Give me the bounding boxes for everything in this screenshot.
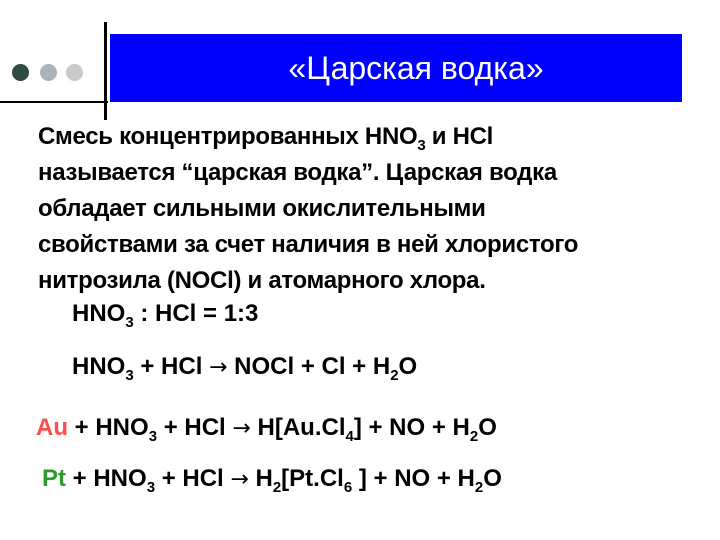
subscript: 3	[125, 367, 134, 384]
text-fragment: [Pt.Cl	[281, 465, 344, 492]
subscript: 2	[390, 367, 399, 384]
text-fragment: + HCl	[157, 414, 233, 441]
paragraph-line-3: обладает сильными окислительными	[38, 195, 486, 222]
subscript: 3	[146, 479, 156, 496]
reaction-equation-gold	[36, 414, 497, 445]
text-fragment: + HCl	[155, 465, 231, 492]
slide-title-banner	[110, 34, 682, 102]
subscript: 2	[469, 428, 479, 445]
text-fragment: O	[483, 465, 502, 492]
decor-horizontal-line	[0, 101, 108, 103]
text-fragment: H	[248, 465, 273, 492]
decor-vertical-line	[104, 22, 107, 120]
paragraph-line-5: нитрозила (NOCl) и атомарного хлора.	[38, 267, 486, 294]
ratio-equation	[72, 300, 259, 331]
arrow-icon: →	[230, 467, 249, 492]
text-fragment: + HNO	[68, 414, 149, 441]
subscript: 3	[125, 314, 134, 331]
metal-platinum-label: Pt	[42, 465, 66, 492]
paragraph-line-2: называется “царская водка”. Царская водка	[38, 159, 557, 186]
arrow-icon: →	[232, 416, 251, 441]
paragraph-line-4: свойствами за счет наличия в ней хлористого	[38, 231, 579, 258]
text-fragment: + HCl	[133, 353, 210, 380]
subscript: 4	[345, 428, 354, 445]
text-fragment: ] + NO + H	[352, 465, 475, 492]
slide-title: «Царская водка»	[288, 49, 544, 86]
text-fragment: NOCl + Cl + H	[227, 353, 391, 380]
subscript: 3	[417, 137, 426, 154]
decor-dot-medium	[40, 64, 57, 81]
text-fragment: и HCl	[425, 123, 494, 150]
description-paragraph	[38, 119, 698, 299]
text-fragment: + HNO	[66, 465, 147, 492]
arrow-icon: →	[209, 355, 228, 380]
decor-dot-light	[66, 64, 83, 81]
text-fragment: HNO	[72, 353, 126, 380]
text-fragment: O	[478, 414, 497, 441]
decor-dot-dark	[12, 64, 29, 81]
reaction-equation-1	[72, 353, 418, 384]
reaction-equation-platinum	[42, 465, 502, 496]
subscript: 3	[148, 428, 158, 445]
text-fragment: H[Au.Cl	[250, 414, 346, 441]
text-fragment: ] + NO + H	[353, 414, 470, 441]
text-fragment: : HCl = 1:3	[133, 300, 259, 327]
paragraph-line-1	[38, 119, 698, 155]
subscript: 6	[343, 479, 353, 496]
subscript: 2	[474, 479, 484, 496]
text-fragment: Смесь концентрированных HNO	[38, 123, 418, 150]
metal-gold-label: Au	[36, 414, 68, 441]
text-fragment: HNO	[72, 300, 126, 327]
subscript: 2	[272, 479, 282, 496]
text-fragment: O	[398, 353, 418, 380]
